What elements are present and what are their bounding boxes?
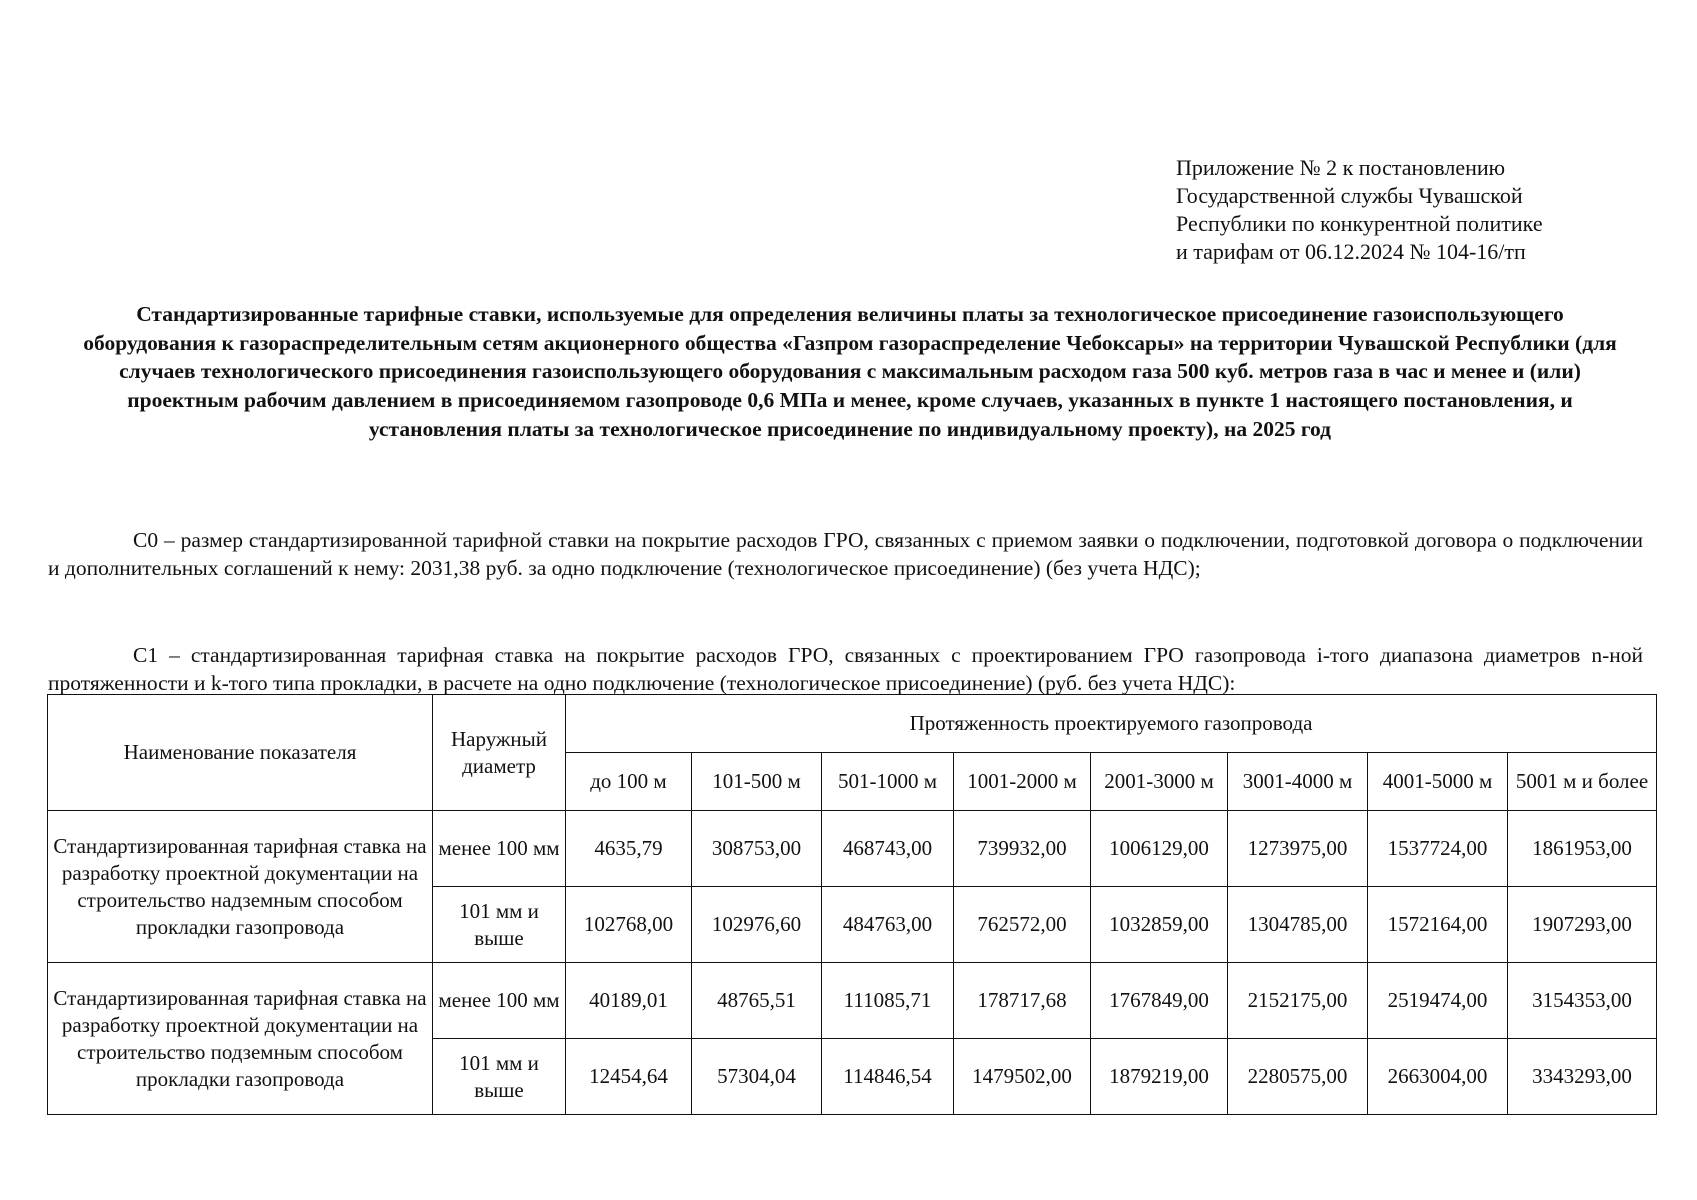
value-cell: 57304,04	[692, 1039, 822, 1115]
value-cell: 40189,01	[566, 963, 692, 1039]
value-cell: 48765,51	[692, 963, 822, 1039]
value-cell: 468743,00	[822, 811, 954, 887]
diameter-cell: менее 100 мм	[433, 811, 566, 887]
value-cell: 1861953,00	[1508, 811, 1657, 887]
appendix-line: Республики по конкурентной политике	[1176, 211, 1543, 236]
value-cell: 2152175,00	[1228, 963, 1368, 1039]
value-cell: 111085,71	[822, 963, 954, 1039]
diameter-cell: 101 мм и выше	[433, 1039, 566, 1115]
header-length-range: 1001-2000 м	[954, 753, 1091, 811]
table-row	[48, 963, 1657, 1039]
value-cell: 2663004,00	[1368, 1039, 1508, 1115]
header-indicator: Наименование показателя	[48, 695, 433, 811]
header-length-range: 4001-5000 м	[1368, 753, 1508, 811]
value-cell: 739932,00	[954, 811, 1091, 887]
value-cell: 102768,00	[566, 887, 692, 963]
value-cell: 178717,68	[954, 963, 1091, 1039]
header-length-group: Протяженность проектируемого газопровода	[566, 695, 1657, 753]
value-cell: 2280575,00	[1228, 1039, 1368, 1115]
indicator-name: Стандартизированная тарифная ставка на разработку проектной документации на строительство надземным способом прокладки газопровода	[48, 811, 433, 963]
header-diameter: Наружный диаметр	[433, 695, 566, 811]
header-length-range: 3001-4000 м	[1228, 753, 1368, 811]
paragraph-c0: С0 – размер стандартизированной тарифной ставки на покрытие расходов ГРО, связанных с приемом заявки о подключении, подготовкой договора о подключении и дополнительных соглашений к нему: 2031,38 руб. за одно подключение (технологическое присоединение) (без учета НДС);	[48, 528, 1643, 580]
header-length-range: до 100 м	[566, 753, 692, 811]
value-cell: 3154353,00	[1508, 963, 1657, 1039]
header-length-range: 101-500 м	[692, 753, 822, 811]
table-row	[48, 811, 1657, 887]
header-length-range: 2001-3000 м	[1091, 753, 1228, 811]
indicator-name: Стандартизированная тарифная ставка на разработку проектной документации на строительство подземным способом прокладки газопровода	[48, 963, 433, 1115]
diameter-cell: 101 мм и выше	[433, 887, 566, 963]
value-cell: 102976,60	[692, 887, 822, 963]
header-length-range: 5001 м и более	[1508, 753, 1657, 811]
value-cell: 484763,00	[822, 887, 954, 963]
paragraph-c1: С1 – стандартизированная тарифная ставка на покрытие расходов ГРО, связанных с проектированием ГРО газопровода i-того диапазона диаметров n-ной протяженности и k-того типа прокладки, в расчете на одно подключение (технологическое присоединение) (руб. без учета НДС):	[48, 643, 1643, 695]
value-cell: 1273975,00	[1228, 811, 1368, 887]
appendix-line: и тарифам от 06.12.2024 № 104-16/тп	[1176, 239, 1526, 264]
tariff-table	[47, 694, 1657, 1115]
value-cell: 1767849,00	[1091, 963, 1228, 1039]
header-length-range: 501-1000 м	[822, 753, 954, 811]
value-cell: 3343293,00	[1508, 1039, 1657, 1115]
value-cell: 1879219,00	[1091, 1039, 1228, 1115]
value-cell: 762572,00	[954, 887, 1091, 963]
value-cell: 2519474,00	[1368, 963, 1508, 1039]
value-cell: 1479502,00	[954, 1039, 1091, 1115]
value-cell: 1006129,00	[1091, 811, 1228, 887]
value-cell: 1907293,00	[1508, 887, 1657, 963]
value-cell: 12454,64	[566, 1039, 692, 1115]
value-cell: 1032859,00	[1091, 887, 1228, 963]
value-cell: 308753,00	[692, 811, 822, 887]
value-cell: 4635,79	[566, 811, 692, 887]
value-cell: 1304785,00	[1228, 887, 1368, 963]
value-cell: 1572164,00	[1368, 887, 1508, 963]
document-title: Стандартизированные тарифные ставки, используемые для определения величины платы за технологическое присоединение газоиспользующего оборудования к газораспределительным сетям акционерного общества «Газпром газораспределение Чебоксары» на территории Чувашской Республики (для случаев технологического присоединения газоиспользующего оборудования с максимальным расходом газа 500 куб. метров газа в час и менее и (или) проектным рабочим давлением в присоединяемом газопроводе 0,6 МПа и менее, кроме случаев, указанных в пункте 1 настоящего постановления, и установления платы за технологическое присоединение по индивидуальному проекту), на 2025 год	[83, 302, 1617, 441]
appendix-line: Государственной службы Чувашской	[1176, 183, 1523, 208]
appendix-line: Приложение № 2 к постановлению	[1176, 155, 1506, 180]
appendix-note	[1176, 154, 1656, 266]
value-cell: 114846,54	[822, 1039, 954, 1115]
diameter-cell: менее 100 мм	[433, 963, 566, 1039]
value-cell: 1537724,00	[1368, 811, 1508, 887]
